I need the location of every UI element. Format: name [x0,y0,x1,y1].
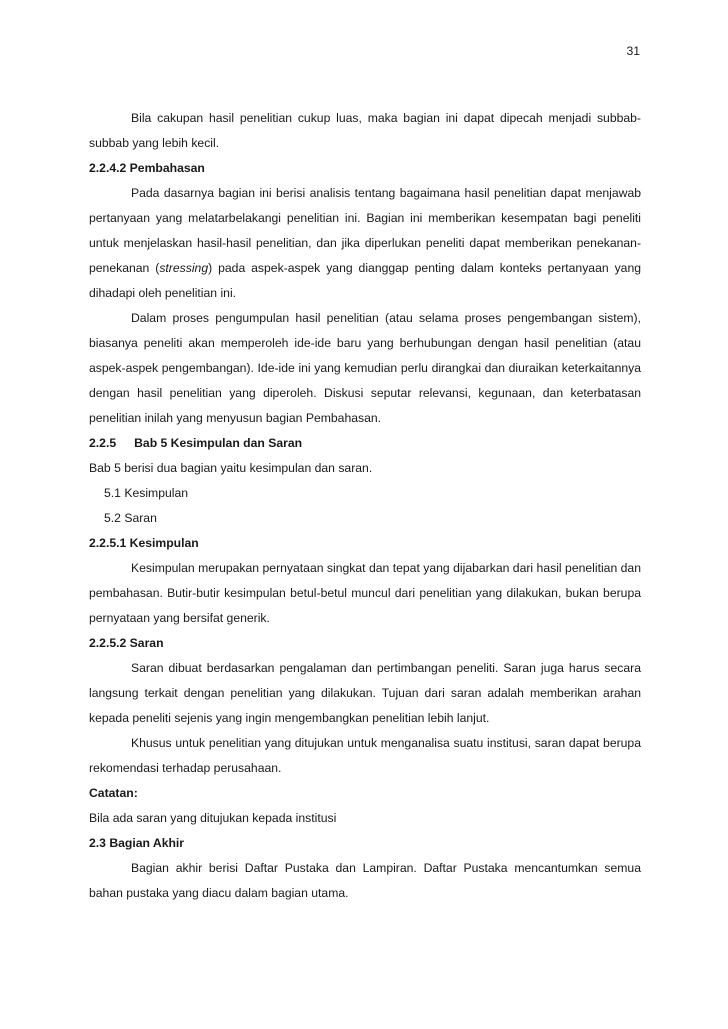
document-body [89,106,641,906]
heading-pembahasan: 2.2.4.2 Pembahasan [89,161,205,175]
heading-saran: 2.2.5.2 Saran [89,636,164,650]
paragraph-catatan: Bila ada saran yang ditujukan kepada institusi [89,811,337,825]
paragraph-pembahasan-1-end: ) pada aspek-aspek yang dianggap penting dalam konteks pertanyaan yang dihadapi oleh penelitian ini. [89,261,641,300]
page-number: 31 [626,44,640,58]
heading-bab5 [89,431,641,456]
paragraph-kesimpulan: Kesimpulan merupakan pernyataan singkat dan tepat yang dijabarkan dari hasil penelitian dan pembahasan. Butir-butir kesimpulan betul-betul muncul dari penelitian yang dilakukan, bukan berupa pernyataan yang bersifat generik. [89,561,641,625]
heading-bab5-number: 2.2.5 [89,436,117,450]
heading-bagian-akhir: 2.3 Bagian Akhir [89,836,185,850]
heading-kesimpulan: 2.2.5.1 Kesimpulan [89,536,199,550]
paragraph-pembahasan-2: Dalam proses pengumpulan hasil penelitian (atau selama proses pengembangan sistem), biasanya peneliti akan memperoleh ide-ide baru yang berhubungan dengan hasil penelitian (atau aspek-aspek pengembangan). Ide-ide ini yang kemudian perlu dirangkai dan diuraikan keterkaitannya dengan hasil penelitian yang diperoleh. Diskusi seputar relevansi, kegunaan, dan keterbatasan penelitian inilah yang menyusun bagian Pembahasan. [89,311,641,425]
italic-term-stressing: stressing [159,261,209,275]
paragraph-cakupan: Bila cakupan hasil penelitian cukup luas, maka bagian ini dapat dipecah menjadi subbab-subbab yang lebih kecil. [89,111,641,150]
paragraph-pembahasan-1-start: Pada dasarnya bagian ini berisi analisis tentang bagaimana hasil penelitian dapat menjawab pertanyaan yang melatarbelakangi penelitian ini. Bagian ini memberikan kesempatan bagi peneliti untuk menjelaskan hasil-hasil penelitian, dan jika diperlukan peneliti dapat memberikan penekanan-penekanan ( [89,186,641,275]
paragraph-saran-1: Saran dibuat berdasarkan pengalaman dan pertimbangan peneliti. Saran juga harus secara langsung terkait dengan penelitian yang dilakukan. Tujuan dari saran adalah memberikan arahan kepada peneliti sejenis yang ingin mengembangkan penelitian lebih lanjut. [89,661,641,725]
heading-bab5-title: Bab 5 Kesimpulan dan Saran [134,436,303,450]
list-item-kesimpulan: 5.1 Kesimpulan [104,486,189,500]
paragraph-pembahasan-1 [89,181,641,306]
paragraph-bagian-akhir: Bagian akhir berisi Daftar Pustaka dan Lampiran. Daftar Pustaka mencantumkan semua bahan pustaka yang diacu dalam bagian utama. [89,861,641,900]
paragraph-bab5: Bab 5 berisi dua bagian yaitu kesimpulan dan saran. [89,461,373,475]
list-item-saran: 5.2 Saran [104,511,157,525]
heading-catatan: Catatan: [89,786,138,800]
paragraph-saran-2: Khusus untuk penelitian yang ditujukan untuk menganalisa suatu institusi, saran dapat berupa rekomendasi terhadap perusahaan. [89,736,641,775]
